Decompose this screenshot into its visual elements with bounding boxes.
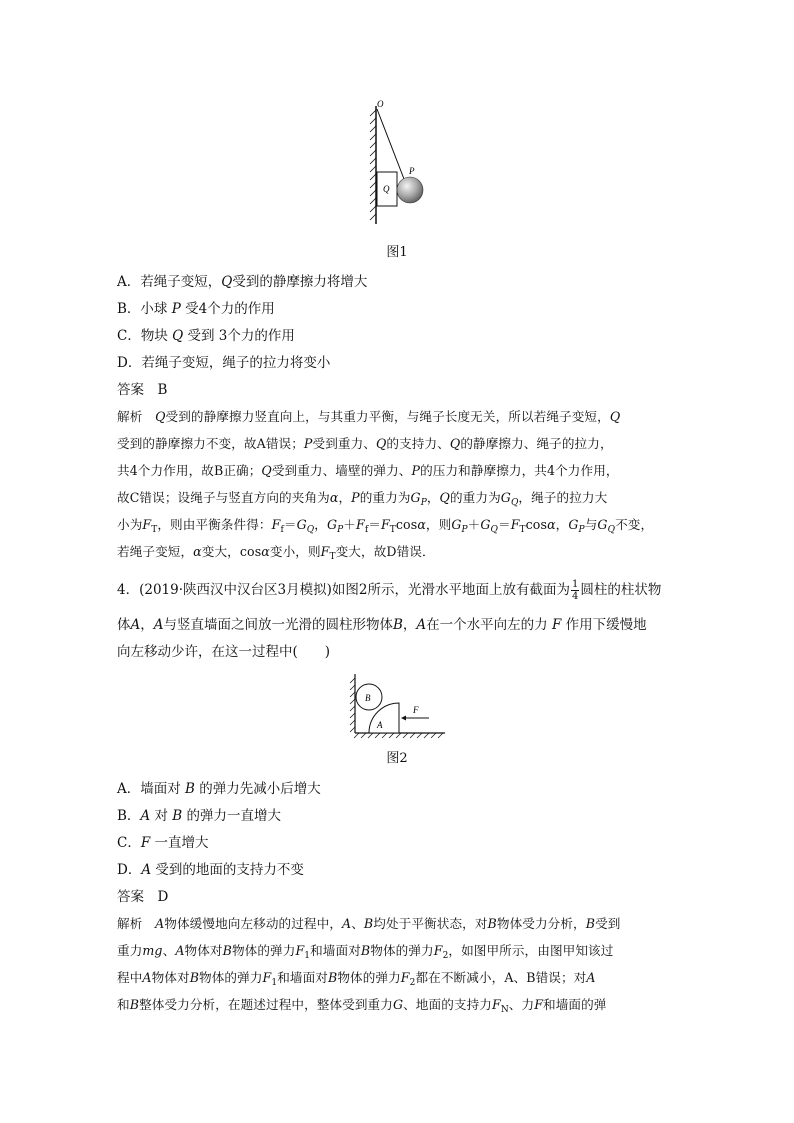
label-p: P [409, 166, 415, 176]
figure-2-caption: 图2 [386, 751, 408, 766]
force-f-arrow [401, 716, 429, 721]
q4-stem-line-3: 向左移动少许，在这一过程中( ) [117, 644, 331, 660]
q3-option-a: A．若绳子变短，Q受到的静摩擦力将增大 [117, 274, 368, 290]
q3-answer: 答案 B [117, 382, 168, 398]
q3-option-c: C．物块 Q 受到 3个力的作用 [117, 328, 295, 344]
label-a: A [377, 720, 383, 730]
q4-analysis-line-1: 解析 A物体缓慢地向左移动的过程中，A、B均处于平衡状态，对B物体受力分析，B受到 [117, 916, 621, 931]
label-q: Q [383, 184, 390, 194]
figure-2-diagram [345, 672, 450, 740]
q4-option-b: B．A 对 B 的弹力一直增大 [117, 808, 281, 824]
q3-option-d: D．若绳子变短，绳子的拉力将变小 [117, 355, 331, 371]
label-o: O [377, 99, 384, 109]
figure-1-diagram [360, 96, 440, 231]
label-f: F [413, 705, 419, 715]
q4-option-d: D．A 受到的地面的支持力不变 [117, 862, 304, 878]
figure-1-caption: 图1 [386, 245, 408, 260]
label-b: B [365, 693, 371, 703]
q3-analysis-line-5: 小为$F_T$，则由平衡条件得：$F_f=G_Q$，$G_P+F_f=F_T\cos\alpha$，则$G_P+G_Q=F_T\cos\alpha$，$G_P$与$G_Q$不变， [117, 517, 654, 535]
q3-analysis-line-2: 受到的静摩擦力不变，故A错误；P受到重力、Q的支持力、Q的静摩擦力、绳子的拉力， [117, 436, 613, 451]
q4-stem-line-1: 4．(2019·陕西汉中汉台区3月模拟)如图2所示，光滑水平地面上放有截面为 $\frac{1}{4}$ 圆柱的柱状物 [117, 579, 662, 602]
q4-analysis-line-2: 重力mg、A物体对B物体的弹力$F_1$和墙面对B物体的弹力$F_2$，如图甲所示，由图甲知该过 [117, 943, 614, 961]
q4-answer: 答案 D [117, 889, 169, 905]
q3-option-b: B．小球 P 受4个力的作用 [117, 301, 275, 317]
ball-p [397, 177, 423, 203]
q4-analysis-line-3: 程中A物体对B物体的弹力$F_1$和墙面对B物体的弹力$F_2$都在不断减小，A、B错误；对A [117, 970, 596, 988]
q3-analysis-line-6: 若绳子变短，α变大，cosα变小，则$F_T$变大，故D错误． [117, 544, 435, 562]
rope [377, 109, 404, 179]
fraction-one-quarter: $\frac{1}{4}$ [571, 579, 579, 602]
q4-analysis-line-4: 和B整体受力分析，在题述过程中，整体受到重力G、地面的支持力$F_N$、力F和墙面的弹 [117, 997, 607, 1015]
q3-analysis-line-1: 解析 Q受到的静摩擦力竖直向上，与其重力平衡，与绳子长度无关，所以若绳子变短，Q [117, 409, 621, 424]
q3-analysis-line-4: 故C错误；设绳子与竖直方向的夹角为α，P的重力为$G_P$，Q的重力为$G_Q$，绳子的拉力大 [117, 490, 608, 508]
q3-analysis-line-3: 共4个力作用，故B正确；Q受到重力、墙壁的弹力、P的压力和静摩擦力，共4个力作用， [117, 463, 619, 478]
wall [370, 106, 376, 224]
q4-option-a: A．墙面对 B 的弹力先减小后增大 [117, 781, 321, 797]
q4-option-c: C．F 一直增大 [117, 835, 209, 851]
q4-stem-line-2: 体A，A与竖直墙面之间放一光滑的圆柱形物体B，A在一个水平向左的力 F 作用下缓慢地 [117, 617, 647, 633]
